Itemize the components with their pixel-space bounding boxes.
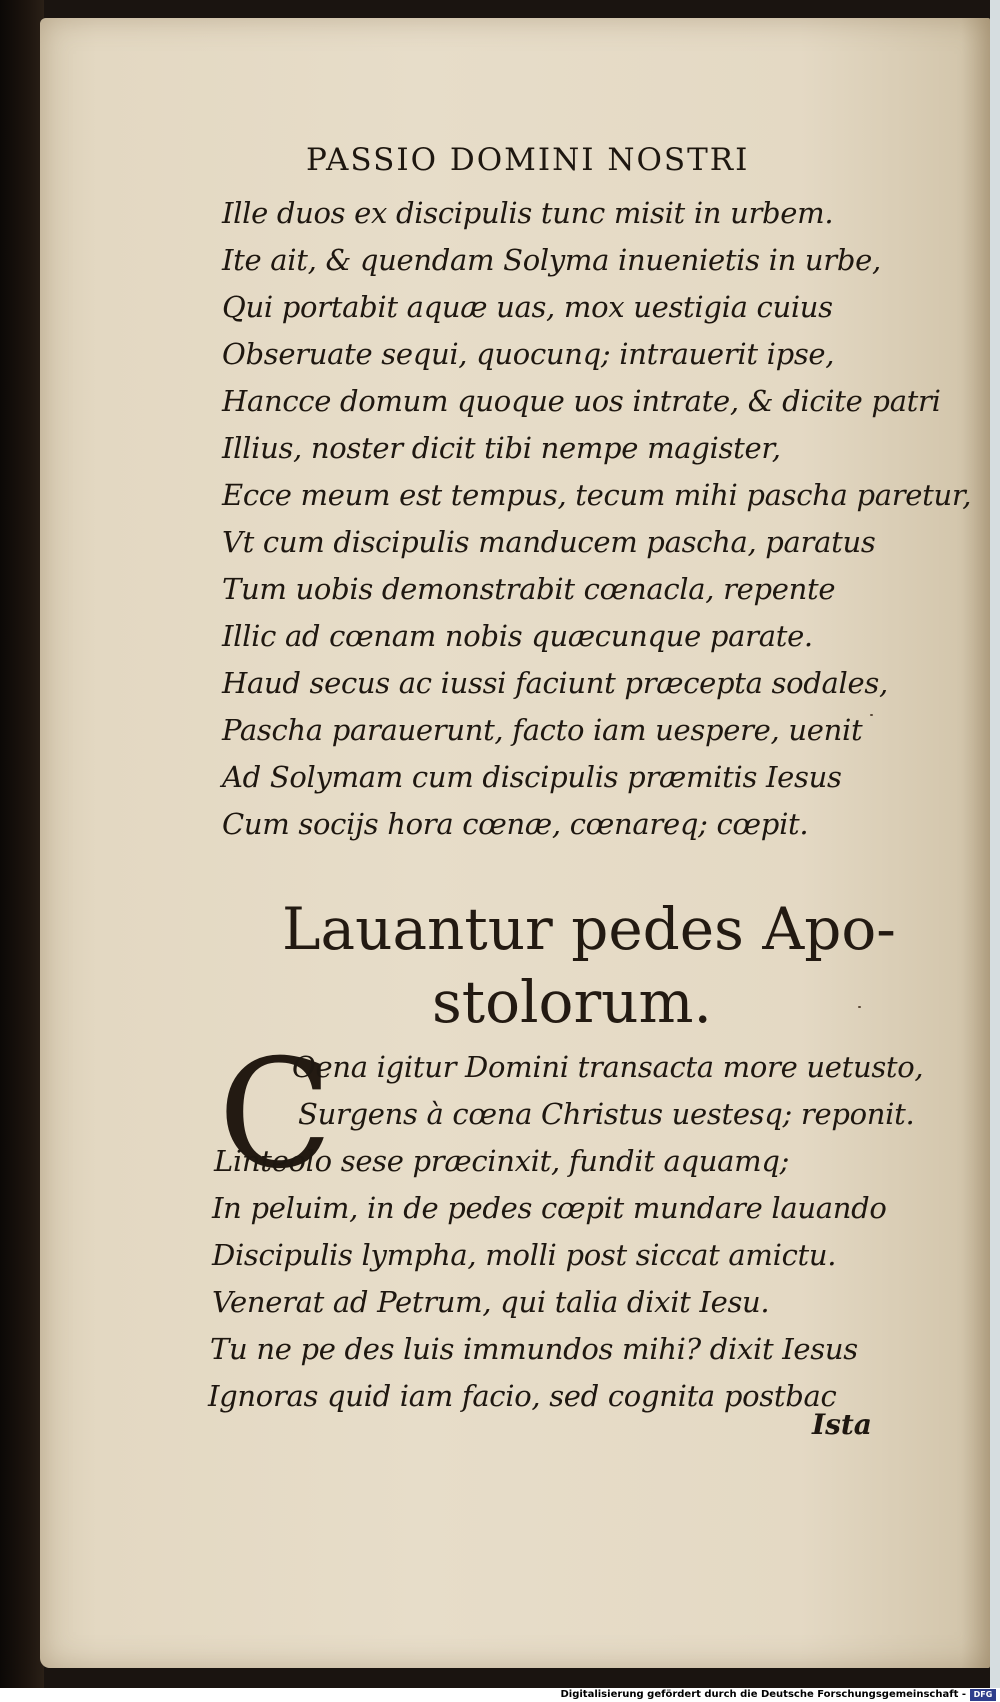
ink-speck	[858, 1006, 861, 1008]
running-head: PASSIO DOMINI NOSTRI	[306, 142, 750, 178]
verse-line: Ecce meum est tempus, tecum mihi pascha paretur,	[222, 478, 972, 512]
verse-line: Pascha parauerunt, facto iam uespere, uenit	[222, 713, 863, 747]
verse-line: Tu ne pe des luis immundos mihi? dixit Iesus	[210, 1332, 858, 1366]
funding-credit: Digitalisierung gefördert durch die Deutsche Forschungsgemeinschaft -	[560, 1689, 966, 1700]
verse-line: Ille duos ex discipulis tunc misit in urbem.	[222, 196, 834, 230]
section-heading-line2: stolorum.	[432, 968, 712, 1036]
verse-line: Illic ad cœnam nobis quæcunque parate.	[222, 619, 813, 653]
catchword: Ista	[812, 1408, 872, 1441]
ink-speck	[870, 714, 873, 716]
verse-line: Linteolo sese præcinxit, fundit aquamq;	[214, 1144, 790, 1178]
verse-line: Cum socijs hora cœnæ, cœnareq; cœpit.	[222, 807, 809, 841]
dfg-logo: DFG	[970, 1689, 996, 1701]
verse-line: Hancce domum quoque uos intrate, & dicite patri	[222, 384, 941, 418]
scan-dark-edge	[0, 0, 44, 1702]
verse-line: Illius, noster dicit tibi nempe magister,	[222, 431, 781, 465]
verse-line: Ignoras quid iam facio, sed cognita postbac	[208, 1379, 837, 1413]
verse-line: Ite ait, & quendam Solyma inuenietis in urbe,	[222, 243, 881, 277]
verse-line: Venerat ad Petrum, qui talia dixit Iesu.	[212, 1285, 770, 1319]
verse-line: Vt cum discipulis manducem pascha, paratus	[222, 525, 876, 559]
verse-line: Discipulis lympha, molli post siccat amictu.	[212, 1238, 837, 1272]
verse-line: Qui portabit aquæ uas, mox uestigia cuius	[222, 290, 833, 324]
drop-cap: C	[218, 1028, 333, 1202]
verse-line: Obseruate sequi, quocunq; intrauerit ipse,	[222, 337, 835, 371]
verse-line: Haud secus ac iussi faciunt præcepta sodales,	[222, 666, 888, 700]
verse-line: Tum uobis demonstrabit cœnacla, repente	[222, 572, 836, 606]
verse-line: In peluim, in de pedes cœpit mundare lauando	[212, 1191, 887, 1225]
section-heading-line1: Lauantur pedes Apo-	[282, 895, 896, 963]
verse-line: Surgens à cœna Christus uestesq; reponit.	[298, 1097, 915, 1131]
verse-line: Ad Solymam cum discipulis præmitis Iesus	[222, 760, 842, 794]
scan-right-margin	[990, 0, 1000, 1702]
verse-line: Oena igitur Domini transacta more uetusto,	[292, 1050, 924, 1084]
